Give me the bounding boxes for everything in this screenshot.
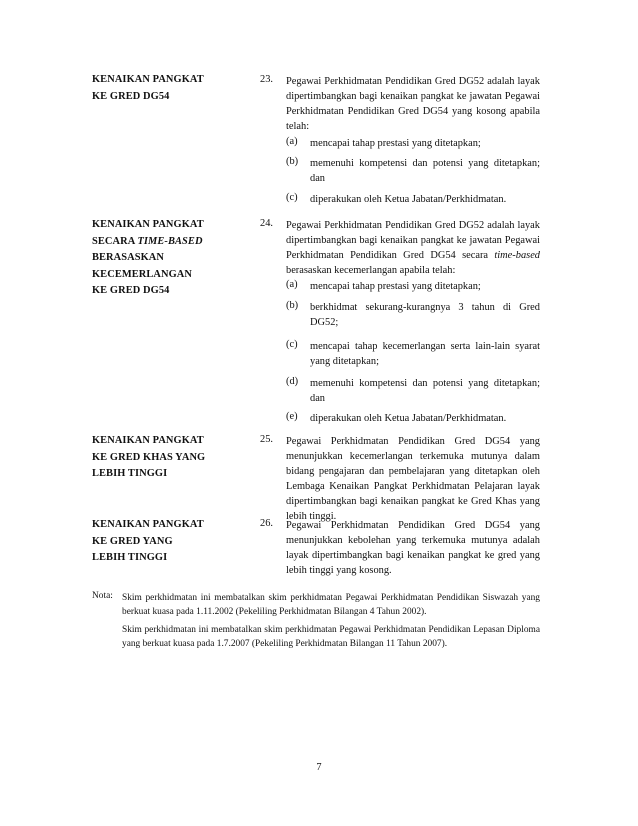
section-23-number: 23. bbox=[260, 74, 273, 85]
heading-line: KECEMERLANGAN bbox=[92, 268, 193, 280]
item-text: memenuhi kompetensi dan potensi yang ditetapkan; dan bbox=[310, 158, 540, 184]
heading-line bbox=[92, 234, 204, 251]
section-26-text: Pegawai Perkhidmatan Pendidikan Gred DG54 yang menunjukkan kebolehan yang terkemuka mutunya adalah layak dipertimbangkan bagi kenaikan pangkat ke gred yang lebih tinggi yang kosong. bbox=[286, 520, 540, 576]
item-label: (a) bbox=[286, 279, 298, 290]
item-label: (d) bbox=[286, 376, 299, 387]
heading-line: LEBIH TINGGI bbox=[92, 552, 168, 563]
nota-label bbox=[92, 591, 113, 601]
section-24-number: 24. bbox=[260, 218, 273, 229]
nota-label-text: Nota bbox=[92, 591, 111, 601]
item-text: mencapai tahap kecemerlangan serta lain-lain syarat yang ditetapkan; bbox=[310, 341, 540, 367]
item-text: diperakukan oleh Ketua Jabatan/Perkhidmatan. bbox=[310, 194, 507, 205]
item-label: (c) bbox=[286, 339, 298, 350]
section-23-text: Pegawai Perkhidmatan Pendidikan Gred DG52 adalah layak dipertimbangkan bagi kenaikan pangkat ke jawatan Pegawai Perkhidmatan Pendidikan Gred DG54 yang kosong apabila telah: bbox=[286, 76, 540, 132]
item-label: (b) bbox=[286, 156, 299, 167]
heading-line: KE GRED DG54 bbox=[92, 90, 170, 102]
section-24-text bbox=[286, 218, 540, 278]
text-part: berasaskan kecemerlangan apabila telah: bbox=[286, 265, 456, 276]
item-label: (b) bbox=[286, 300, 299, 311]
section-24-heading bbox=[92, 217, 204, 300]
heading-line-italic: TIME-BASED bbox=[137, 235, 203, 247]
nota-paragraph: Skim perkhidmatan ini membatalkan skim perkhidmatan Pegawai Perkhidmatan Pendidikan Lepasan Diploma yang berkuat kuasa pada 1.7.2007 (Pekeliling Perkhidmatan Bilangan 11 Tahun 2007). bbox=[122, 625, 540, 649]
section-25-text: Pegawai Perkhidmatan Pendidikan Gred DG54 yang menunjukkan kecemerlangan terkemuka mutunya dalam bidang pengajaran dan pembelajaran yang ditetapkan oleh Lembaga Kenaikan Pangkat Perkhidmatan Pelajaran layak dipertimbangkan bagi kenaikan pangkat ke Gred Khas yang lebih tinggi. bbox=[286, 436, 540, 522]
heading-line: KE GRED YANG bbox=[92, 535, 173, 547]
item-text: diperakukan oleh Ketua Jabatan/Perkhidmatan. bbox=[310, 413, 507, 424]
nota-paragraph: Skim perkhidmatan ini membatalkan skim perkhidmatan Pegawai Perkhidmatan Pendidikan Siswazah yang berkuat kuasa pada 1.11.2002 (Pekeliling Perkhidmatan Bilangan 4 Tahun 2002). bbox=[122, 593, 540, 617]
heading-line: KENAIKAN PANGKAT bbox=[92, 435, 204, 446]
heading-line: KENAIKAN PANGKAT bbox=[92, 74, 204, 85]
item-text: memenuhi kompetensi dan potensi yang ditetapkan; dan bbox=[310, 378, 540, 404]
item-text: berkhidmat sekurang-kurangnya 3 tahun di Gred DG52; bbox=[310, 302, 540, 328]
heading-line: KENAIKAN PANGKAT bbox=[92, 519, 204, 530]
heading-line: BERASASKAN bbox=[92, 252, 165, 263]
section-23-heading bbox=[92, 72, 204, 105]
section-26-number: 26. bbox=[260, 518, 273, 529]
heading-line-part: SECARA bbox=[92, 235, 135, 247]
item-text: mencapai tahap prestasi yang ditetapkan; bbox=[310, 138, 481, 149]
item-label: (c) bbox=[286, 192, 298, 203]
item-label: (e) bbox=[286, 411, 298, 422]
heading-line: KE GRED DG54 bbox=[92, 285, 170, 296]
heading-line: KENAIKAN PANGKAT bbox=[92, 219, 204, 230]
section-26-heading bbox=[92, 517, 204, 567]
text-part: Pegawai Perkhidmatan Pendidikan Gred DG52 adalah layak dipertimbangkan bagi kenaikan pangkat ke jawatan Pegawai Perkhidmatan Pendidikan Gred DG54 secara bbox=[286, 220, 540, 261]
text-italic: time-based bbox=[494, 250, 540, 261]
item-label: (a) bbox=[286, 136, 298, 147]
item-text: mencapai tahap prestasi yang ditetapkan; bbox=[310, 281, 481, 292]
section-25-heading bbox=[92, 433, 205, 483]
heading-line: KE GRED KHAS YANG bbox=[92, 451, 206, 463]
section-25-number: 25. bbox=[260, 434, 273, 445]
page-number: 7 bbox=[316, 762, 322, 773]
heading-line: LEBIH TINGGI bbox=[92, 468, 168, 479]
nota-colon: : bbox=[110, 591, 113, 601]
